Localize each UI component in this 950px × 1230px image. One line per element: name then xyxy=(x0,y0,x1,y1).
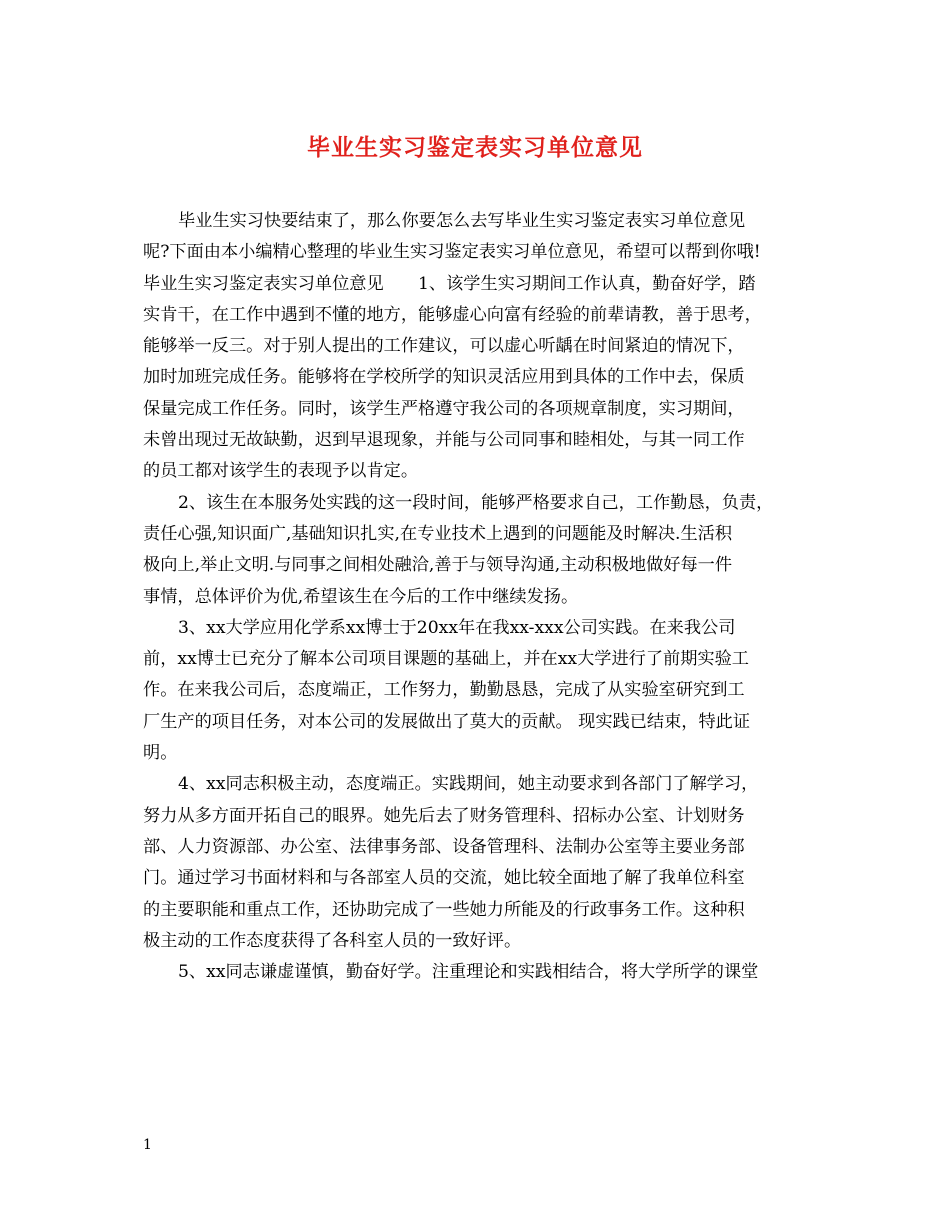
text-line: 事情，总体评价为优,希望该生在今后的工作中继续发扬。 xyxy=(143,586,579,607)
text-line: 作。在来我公司后，态度端正，工作努力，勤勤恳恳，完成了从实验室研究到工 xyxy=(143,680,745,701)
text-line: 部、人力资源部、办公室、法律事务部、设备管理科、法制办公室等主要业务部 xyxy=(143,836,745,857)
text-line: 保量完成工作任务。同时，该学生严格遵守我公司的各项规章制度，实习期间， xyxy=(143,398,745,419)
text-line: 厂生产的项目任务，对本公司的发展做出了莫大的贡献。 现实践已结束，特此证 xyxy=(143,711,751,732)
document-title: 毕业生实习鉴定表实习单位意见 xyxy=(307,134,643,161)
text-line: 前，xx博士已充分了解本公司项目课题的基础上，并在xx大学进行了前期实验工 xyxy=(143,649,749,670)
text-line: 毕业生实习鉴定表实习单位意见 1、该学生实习期间工作认真，勤奋好学，踏 xyxy=(143,273,756,294)
text-line: 的主要职能和重点工作，还协助完成了一些她力所能及的行政事务工作。这种积 xyxy=(143,899,745,920)
text-line: 3、xx大学应用化学系xx博士于20xx年在我xx-xxx公司实践。在来我公司 xyxy=(178,617,736,638)
text-line: 极向上,举止文明.与同事之间相处融洽,善于与领导沟通,主动积极地做好每一件 xyxy=(143,555,733,576)
text-line: 毕业生实习快要结束了，那么你要怎么去写毕业生实习鉴定表实习单位意见 xyxy=(178,211,746,231)
text-line: 2、该生在本服务处实践的这一段时间，能够严格要求自己，工作勤恳，负责， xyxy=(178,492,774,513)
text-line: 的员工都对该学生的表现予以肯定。 xyxy=(143,461,419,482)
text-line: 5、xx同志谦虚谨慎，勤奋好学。注重理论和实践相结合，将大学所学的课堂 xyxy=(178,962,759,983)
text-line: 4、xx同志积极主动，态度端正。实践期间，她主动要求到各部门了解学习， xyxy=(178,774,759,795)
text-line: 门。通过学习书面材料和与各部室人员的交流，她比较全面地了解了我单位科室 xyxy=(143,868,745,889)
text-line: 实肯干，在工作中遇到不懂的地方，能够虚心向富有经验的前辈请教，善于思考， xyxy=(143,304,762,325)
text-line: 加时加班完成任务。能够将在学校所学的知识灵活应用到具体的工作中去，保质 xyxy=(143,367,745,388)
text-line: 呢?下面由本小编精心整理的毕业生实习鉴定表实习单位意见，希望可以帮到你哦! xyxy=(143,242,761,263)
text-line: 责任心强,知识面广,基础知识扎实,在专业技术上遇到的问题能及时解决.生活积 xyxy=(143,523,733,544)
text-line: 努力从多方面开拓自己的眼界。她先后去了财务管理科、招标办公室、计划财务 xyxy=(143,805,745,826)
document-body xyxy=(143,206,811,988)
text-line: 极主动的工作态度获得了各科室人员的一致好评。 xyxy=(143,930,522,951)
text-line: 能够举一反三。对于别人提出的工作建议，可以虚心听龋在时间紧迫的情况下， xyxy=(143,336,745,357)
text-line: 明。 xyxy=(143,743,178,764)
text-line: 未曾出现过无故缺勤，迟到早退现象，并能与公司同事和睦相处，与其一同工作 xyxy=(143,430,745,451)
page-number: 1 xyxy=(143,1137,152,1153)
